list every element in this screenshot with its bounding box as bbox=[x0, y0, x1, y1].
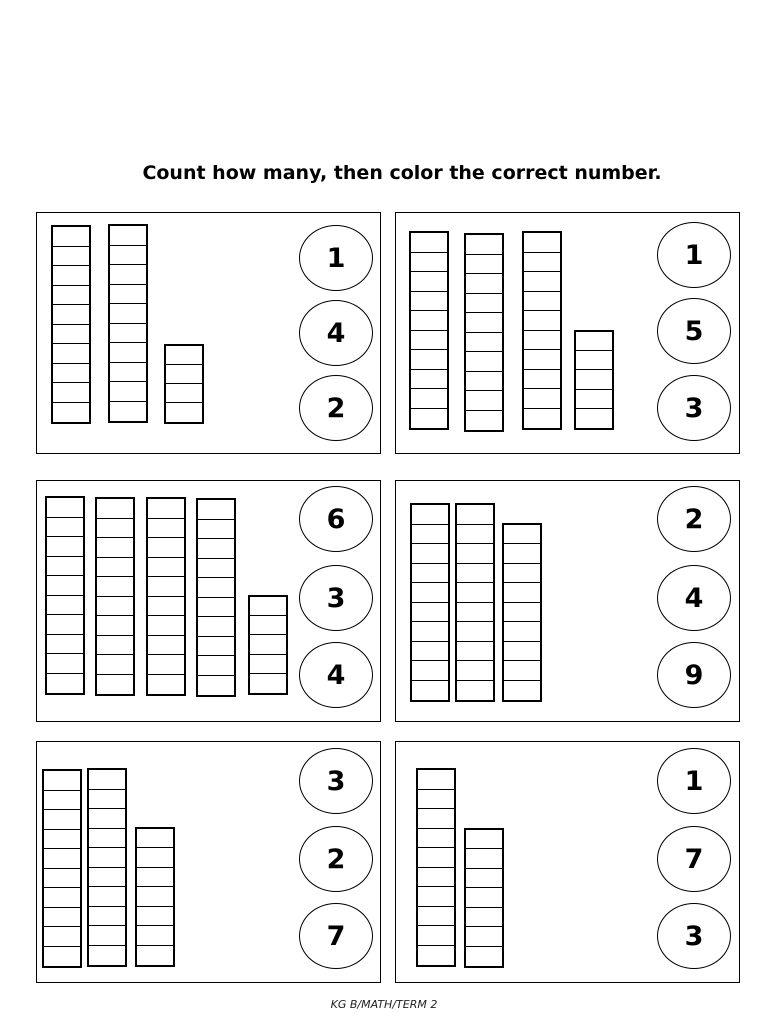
unit-cell bbox=[412, 525, 448, 545]
unit-cell bbox=[466, 830, 502, 849]
unit-cell bbox=[418, 907, 454, 927]
unit-cell bbox=[412, 544, 448, 564]
unit-cell bbox=[89, 848, 125, 868]
unit-cell bbox=[137, 848, 173, 867]
unit-cell bbox=[457, 525, 493, 545]
unit-cell bbox=[148, 499, 184, 519]
unit-cell bbox=[53, 403, 89, 423]
unit-cell bbox=[44, 849, 80, 869]
unit-cell bbox=[44, 810, 80, 830]
unit-cell bbox=[89, 770, 125, 790]
unit-cell bbox=[97, 636, 133, 656]
unit-cell bbox=[524, 292, 560, 312]
unit-cell bbox=[53, 266, 89, 286]
unit-cell bbox=[44, 791, 80, 811]
unit-cell bbox=[97, 577, 133, 597]
unit-cell bbox=[47, 596, 83, 616]
unit-cell bbox=[504, 564, 540, 583]
unit-cell bbox=[466, 888, 502, 907]
unit-cell bbox=[44, 888, 80, 908]
ten-stick bbox=[410, 503, 450, 702]
number-option[interactable]: 1 bbox=[657, 222, 731, 288]
unit-cell bbox=[466, 908, 502, 927]
ten-stick bbox=[416, 768, 456, 967]
units-stick bbox=[464, 828, 504, 968]
unit-cell bbox=[110, 265, 146, 285]
number-option[interactable]: 3 bbox=[299, 748, 373, 814]
unit-cell bbox=[110, 304, 146, 324]
unit-cell bbox=[89, 887, 125, 907]
unit-cell bbox=[53, 344, 89, 364]
number-option[interactable]: 1 bbox=[299, 225, 373, 291]
unit-cell bbox=[466, 274, 502, 294]
number-option[interactable]: 4 bbox=[299, 300, 373, 366]
unit-cell bbox=[576, 370, 612, 389]
unit-cell bbox=[53, 247, 89, 267]
units-stick bbox=[135, 827, 175, 967]
unit-cell bbox=[110, 226, 146, 246]
unit-cell bbox=[198, 598, 234, 618]
unit-cell bbox=[418, 790, 454, 810]
unit-cell bbox=[457, 681, 493, 701]
footer-text: KG B/MATH/TERM 2 bbox=[330, 998, 438, 1011]
units-stick bbox=[248, 595, 288, 695]
unit-cell bbox=[504, 544, 540, 563]
unit-cell bbox=[504, 603, 540, 622]
ten-stick bbox=[455, 503, 495, 702]
ten-stick bbox=[51, 225, 91, 424]
unit-cell bbox=[148, 655, 184, 675]
unit-cell bbox=[576, 351, 612, 370]
unit-cell bbox=[504, 642, 540, 661]
unit-cell bbox=[504, 661, 540, 680]
unit-cell bbox=[524, 350, 560, 370]
ten-stick bbox=[87, 768, 127, 967]
number-option[interactable]: 3 bbox=[657, 903, 731, 969]
unit-cell bbox=[466, 333, 502, 353]
unit-cell bbox=[89, 926, 125, 946]
number-option[interactable]: 2 bbox=[299, 826, 373, 892]
unit-cell bbox=[137, 907, 173, 926]
unit-cell bbox=[466, 391, 502, 411]
unit-cell bbox=[97, 655, 133, 675]
unit-cell bbox=[148, 538, 184, 558]
unit-cell bbox=[97, 538, 133, 558]
unit-cell bbox=[411, 331, 447, 351]
unit-cell bbox=[466, 294, 502, 314]
unit-cell bbox=[504, 681, 540, 700]
unit-cell bbox=[198, 617, 234, 637]
unit-cell bbox=[47, 615, 83, 635]
unit-cell bbox=[250, 597, 286, 616]
unit-cell bbox=[466, 869, 502, 888]
unit-cell bbox=[198, 559, 234, 579]
unit-cell bbox=[89, 946, 125, 966]
unit-cell bbox=[457, 544, 493, 564]
unit-cell bbox=[148, 577, 184, 597]
unit-cell bbox=[411, 409, 447, 429]
unit-cell bbox=[97, 558, 133, 578]
ten-stick bbox=[409, 231, 449, 430]
unit-cell bbox=[411, 253, 447, 273]
unit-cell bbox=[44, 947, 80, 967]
unit-cell bbox=[466, 849, 502, 868]
unit-cell bbox=[412, 505, 448, 525]
question-panel-5 bbox=[36, 741, 381, 983]
unit-cell bbox=[466, 372, 502, 392]
unit-cell bbox=[576, 332, 612, 351]
unit-cell bbox=[44, 927, 80, 947]
unit-cell bbox=[524, 370, 560, 390]
unit-cell bbox=[418, 829, 454, 849]
unit-cell bbox=[137, 926, 173, 945]
unit-cell bbox=[524, 233, 560, 253]
unit-cell bbox=[504, 583, 540, 602]
unit-cell bbox=[137, 829, 173, 848]
unit-cell bbox=[524, 389, 560, 409]
unit-cell bbox=[466, 411, 502, 431]
unit-cell bbox=[47, 557, 83, 577]
unit-cell bbox=[524, 272, 560, 292]
number-option[interactable]: 4 bbox=[657, 565, 731, 631]
unit-cell bbox=[137, 887, 173, 906]
unit-cell bbox=[137, 946, 173, 965]
unit-cell bbox=[411, 389, 447, 409]
question-panel-3 bbox=[36, 480, 381, 722]
unit-cell bbox=[418, 809, 454, 829]
unit-cell bbox=[110, 363, 146, 383]
unit-cell bbox=[97, 519, 133, 539]
unit-cell bbox=[110, 402, 146, 422]
unit-cell bbox=[47, 674, 83, 694]
unit-cell bbox=[44, 830, 80, 850]
unit-cell bbox=[110, 343, 146, 363]
question-panel-4 bbox=[395, 480, 740, 722]
unit-cell bbox=[250, 674, 286, 693]
unit-cell bbox=[466, 313, 502, 333]
unit-cell bbox=[457, 622, 493, 642]
ten-stick bbox=[108, 224, 148, 423]
unit-cell bbox=[148, 616, 184, 636]
unit-cell bbox=[466, 235, 502, 255]
ten-stick bbox=[95, 497, 135, 696]
unit-cell bbox=[148, 636, 184, 656]
question-panel-6 bbox=[395, 741, 740, 983]
unit-cell bbox=[198, 637, 234, 657]
units-stick bbox=[502, 523, 542, 702]
unit-cell bbox=[110, 382, 146, 402]
unit-cell bbox=[97, 499, 133, 519]
instruction-text: Count how many, then color the correct number. bbox=[142, 162, 662, 184]
unit-cell bbox=[53, 325, 89, 345]
unit-cell bbox=[166, 365, 202, 384]
unit-cell bbox=[412, 583, 448, 603]
unit-cell bbox=[166, 384, 202, 403]
unit-cell bbox=[137, 868, 173, 887]
ten-stick bbox=[196, 498, 236, 697]
unit-cell bbox=[53, 305, 89, 325]
unit-cell bbox=[53, 383, 89, 403]
unit-cell bbox=[418, 848, 454, 868]
units-stick bbox=[164, 344, 204, 424]
unit-cell bbox=[250, 635, 286, 654]
unit-cell bbox=[97, 616, 133, 636]
unit-cell bbox=[412, 564, 448, 584]
units-stick bbox=[574, 330, 614, 430]
ten-stick bbox=[522, 231, 562, 430]
unit-cell bbox=[457, 642, 493, 662]
number-option[interactable]: 2 bbox=[657, 486, 731, 552]
unit-cell bbox=[411, 272, 447, 292]
unit-cell bbox=[148, 519, 184, 539]
unit-cell bbox=[198, 578, 234, 598]
unit-cell bbox=[148, 558, 184, 578]
number-option[interactable]: 7 bbox=[299, 903, 373, 969]
unit-cell bbox=[576, 390, 612, 409]
unit-cell bbox=[47, 537, 83, 557]
unit-cell bbox=[97, 675, 133, 695]
unit-cell bbox=[457, 505, 493, 525]
number-option[interactable]: 7 bbox=[657, 826, 731, 892]
unit-cell bbox=[418, 926, 454, 946]
unit-cell bbox=[89, 809, 125, 829]
number-option[interactable]: 5 bbox=[657, 298, 731, 364]
number-option[interactable]: 9 bbox=[657, 642, 731, 708]
unit-cell bbox=[89, 790, 125, 810]
unit-cell bbox=[44, 869, 80, 889]
unit-cell bbox=[411, 311, 447, 331]
unit-cell bbox=[148, 675, 184, 695]
unit-cell bbox=[110, 285, 146, 305]
unit-cell bbox=[89, 907, 125, 927]
unit-cell bbox=[166, 403, 202, 422]
unit-cell bbox=[524, 331, 560, 351]
unit-cell bbox=[466, 255, 502, 275]
unit-cell bbox=[457, 583, 493, 603]
unit-cell bbox=[250, 655, 286, 674]
unit-cell bbox=[457, 564, 493, 584]
unit-cell bbox=[47, 654, 83, 674]
unit-cell bbox=[457, 603, 493, 623]
unit-cell bbox=[148, 597, 184, 617]
unit-cell bbox=[411, 233, 447, 253]
unit-cell bbox=[412, 681, 448, 701]
unit-cell bbox=[418, 770, 454, 790]
ten-stick bbox=[464, 233, 504, 432]
unit-cell bbox=[466, 947, 502, 966]
unit-cell bbox=[504, 622, 540, 641]
unit-cell bbox=[89, 829, 125, 849]
number-option[interactable]: 4 bbox=[299, 642, 373, 708]
unit-cell bbox=[110, 246, 146, 266]
unit-cell bbox=[198, 520, 234, 540]
unit-cell bbox=[198, 656, 234, 676]
unit-cell bbox=[524, 253, 560, 273]
unit-cell bbox=[504, 525, 540, 544]
unit-cell bbox=[411, 370, 447, 390]
unit-cell bbox=[89, 868, 125, 888]
unit-cell bbox=[576, 409, 612, 428]
number-option[interactable]: 6 bbox=[299, 486, 373, 552]
question-panel-2 bbox=[395, 212, 740, 454]
unit-cell bbox=[418, 946, 454, 966]
unit-cell bbox=[411, 350, 447, 370]
unit-cell bbox=[198, 539, 234, 559]
unit-cell bbox=[466, 352, 502, 372]
unit-cell bbox=[412, 642, 448, 662]
ten-stick bbox=[146, 497, 186, 696]
unit-cell bbox=[198, 676, 234, 696]
unit-cell bbox=[44, 908, 80, 928]
unit-cell bbox=[466, 927, 502, 946]
unit-cell bbox=[198, 500, 234, 520]
unit-cell bbox=[53, 286, 89, 306]
number-option[interactable]: 2 bbox=[299, 375, 373, 441]
unit-cell bbox=[166, 346, 202, 365]
unit-cell bbox=[47, 498, 83, 518]
unit-cell bbox=[524, 409, 560, 429]
unit-cell bbox=[53, 364, 89, 384]
unit-cell bbox=[47, 635, 83, 655]
number-option[interactable]: 1 bbox=[657, 748, 731, 814]
unit-cell bbox=[411, 292, 447, 312]
unit-cell bbox=[418, 887, 454, 907]
unit-cell bbox=[524, 311, 560, 331]
unit-cell bbox=[44, 771, 80, 791]
ten-stick bbox=[45, 496, 85, 695]
unit-cell bbox=[250, 616, 286, 635]
unit-cell bbox=[47, 576, 83, 596]
unit-cell bbox=[412, 603, 448, 623]
ten-stick bbox=[42, 769, 82, 968]
unit-cell bbox=[412, 661, 448, 681]
unit-cell bbox=[53, 227, 89, 247]
unit-cell bbox=[97, 597, 133, 617]
unit-cell bbox=[47, 518, 83, 538]
number-option[interactable]: 3 bbox=[299, 565, 373, 631]
unit-cell bbox=[457, 661, 493, 681]
number-option[interactable]: 3 bbox=[657, 375, 731, 441]
unit-cell bbox=[418, 868, 454, 888]
unit-cell bbox=[412, 622, 448, 642]
question-panel-1 bbox=[36, 212, 381, 454]
unit-cell bbox=[110, 324, 146, 344]
